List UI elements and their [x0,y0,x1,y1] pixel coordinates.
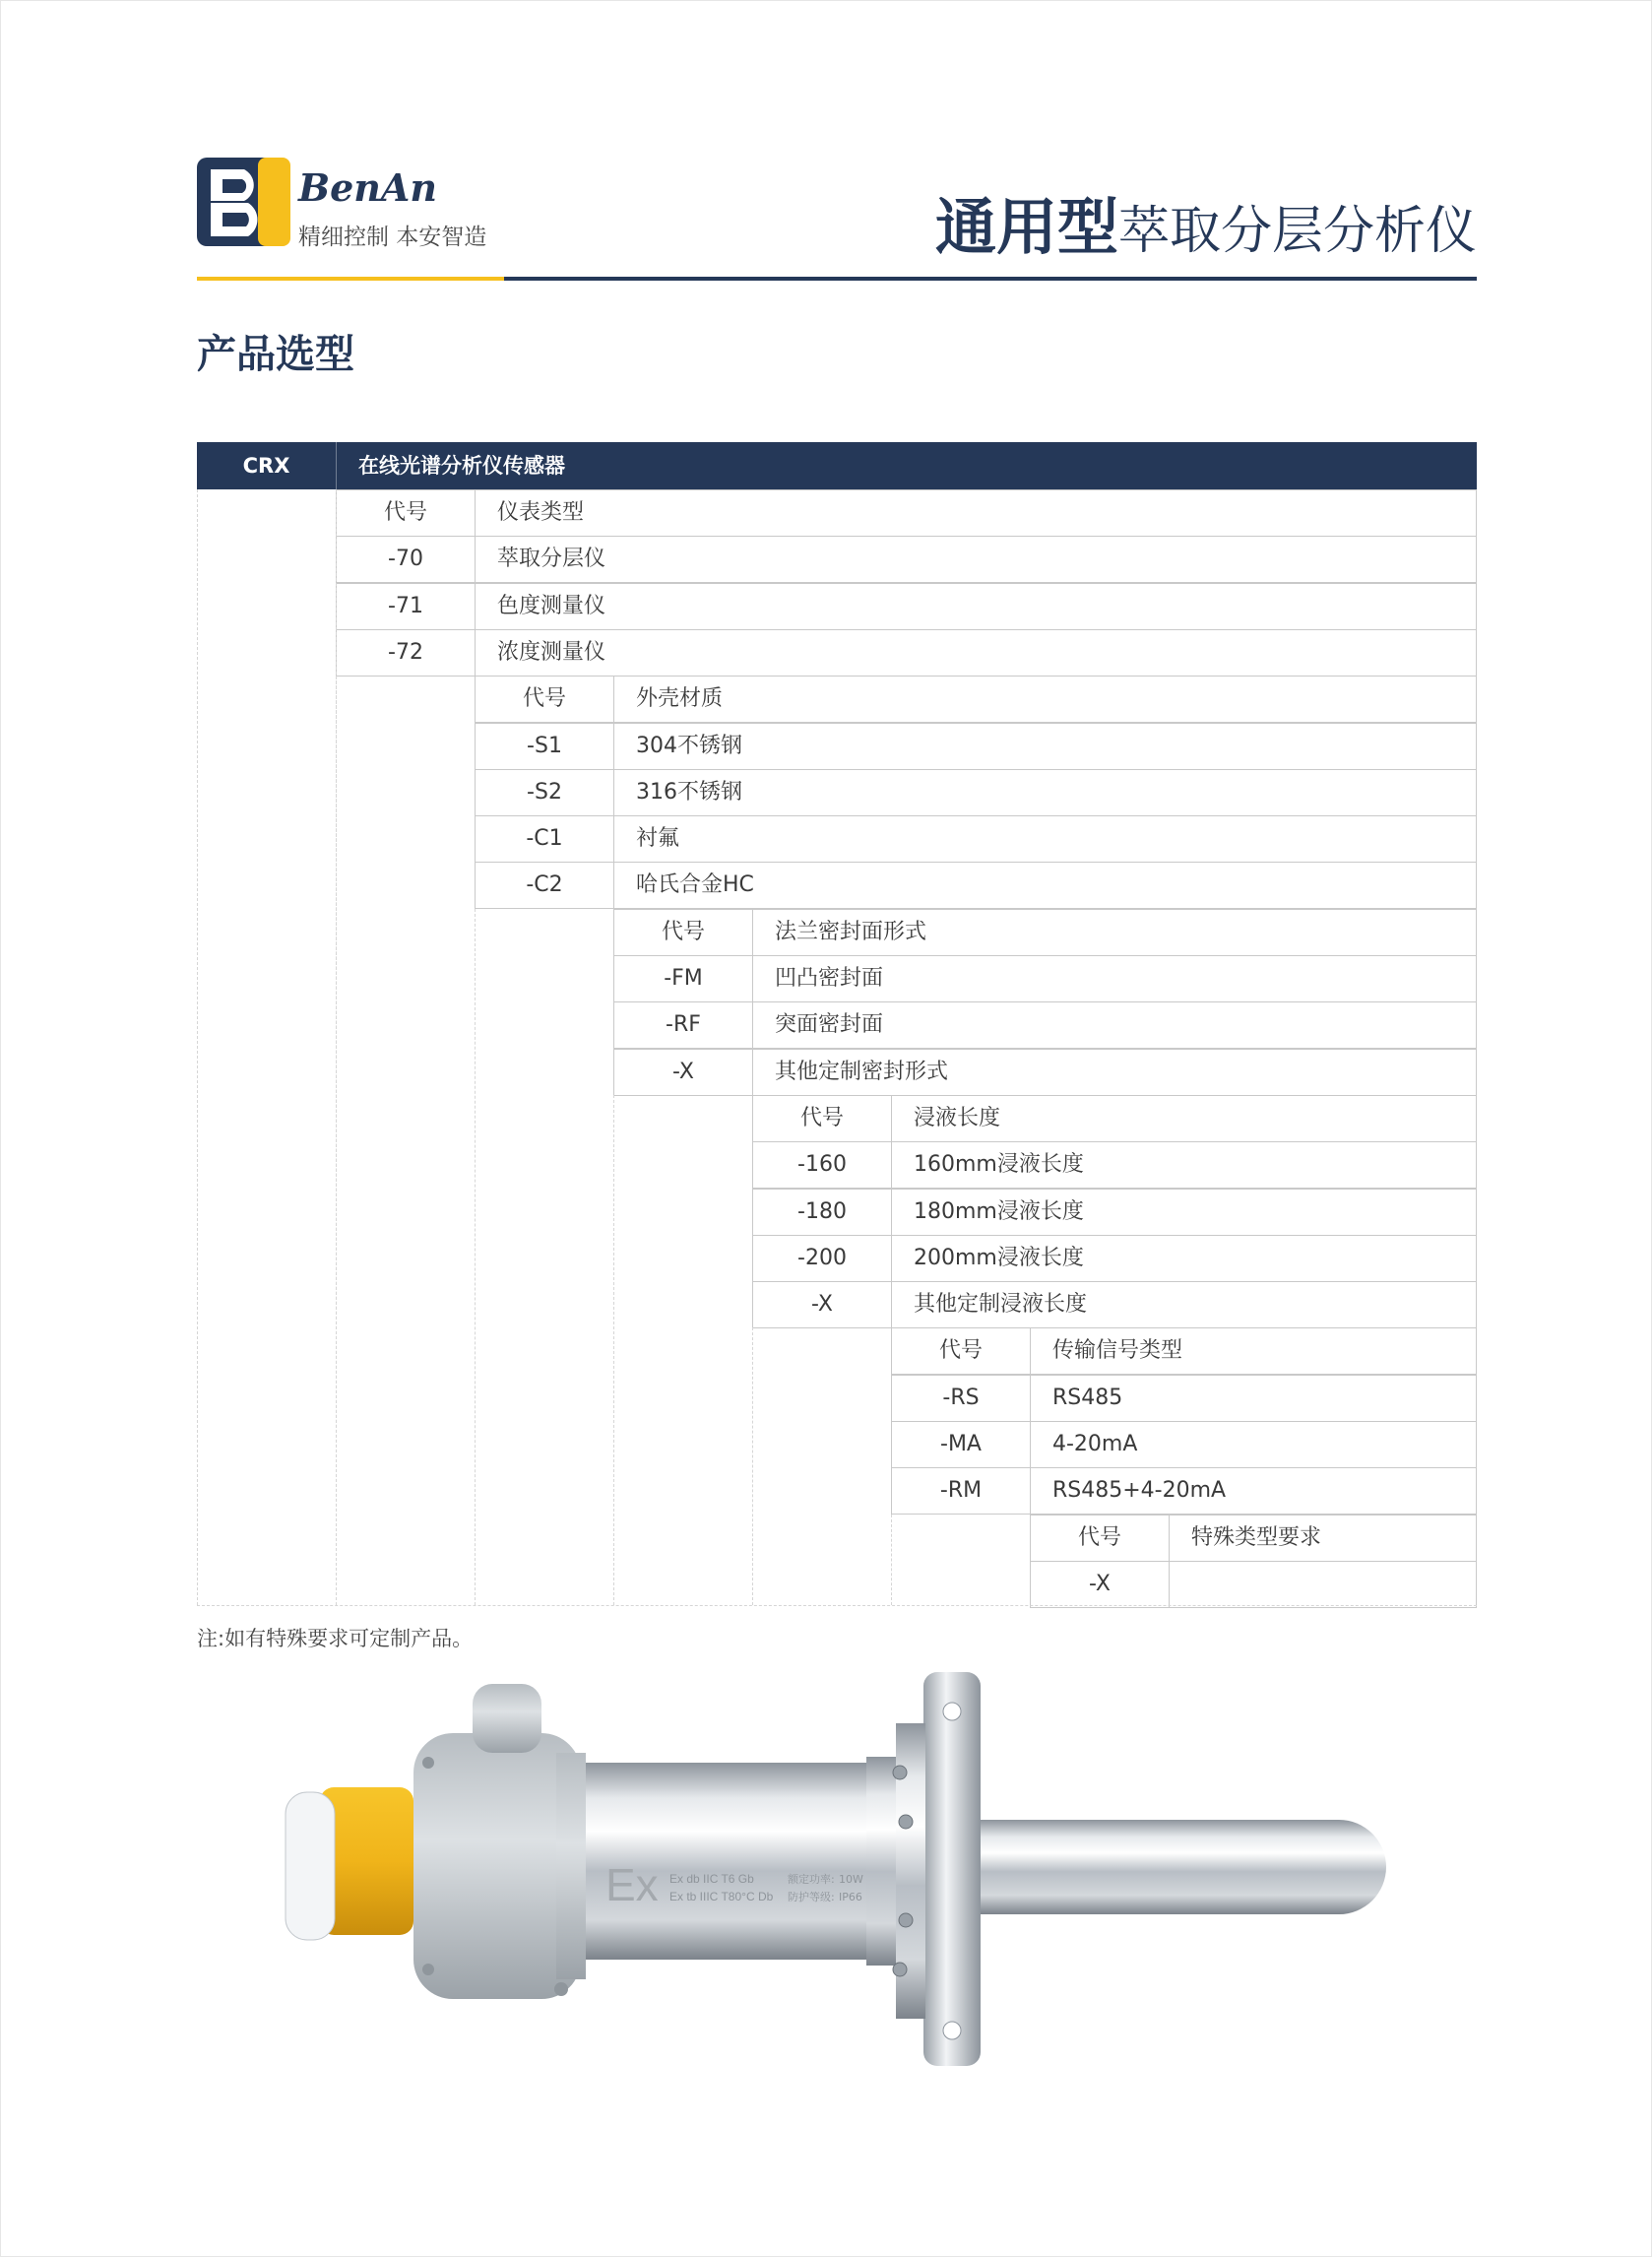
option-code: -RF [613,1001,753,1049]
group-header-code: 代号 [336,489,476,537]
option-code: -200 [752,1235,892,1282]
header-rule [504,277,1477,281]
option-code: -72 [336,629,476,677]
option-description: 色度测量仪 [475,583,1477,630]
table-header-description: 在线光谱分析仪传感器 [358,454,565,478]
group-header-label: 仪表类型 [475,489,1477,537]
flange [923,1672,981,2066]
group-header-label: 法兰密封面形式 [752,909,1477,956]
ex-marking: Ex [605,1859,659,1910]
section-title: 产品选型 [197,332,354,377]
option-description: 衬氟 [613,815,1477,863]
option-description: 316不锈钢 [613,769,1477,816]
option-code: -70 [336,536,476,583]
benan-logo-icon [197,158,290,246]
group-header-code: 代号 [475,676,614,723]
group-header-label: 外壳材质 [613,676,1477,723]
option-description: 浓度测量仪 [475,629,1477,677]
option-code: -S1 [475,723,614,770]
option-description: 哈氏合金HC [613,862,1477,909]
probe-tube [975,1820,1339,1914]
ex-marking-line1: Ex db IIC T6 Gb [669,1872,754,1886]
option-code: -RM [891,1467,1031,1515]
option-code: -X [1030,1561,1170,1608]
group-header-label: 传输信号类型 [1030,1327,1477,1375]
option-code: -71 [336,583,476,630]
option-code: -X [613,1049,753,1096]
header-rule-accent [197,277,504,281]
indicator-lens [286,1792,335,1940]
group-header-code: 代号 [1030,1515,1170,1562]
option-description: 凹凸密封面 [752,955,1477,1002]
option-description: RS485+4-20mA [1030,1467,1477,1515]
option-description: 萃取分层仪 [475,536,1477,583]
option-code: -C1 [475,815,614,863]
option-description: 其他定制浸液长度 [891,1281,1477,1328]
ip-value: IP66 [839,1891,862,1903]
probe-tip [1339,1820,1386,1914]
title-strong: 通用型 [934,191,1118,263]
brand-name: BenAn [298,165,438,210]
group-header-code: 代号 [752,1095,892,1142]
option-description: 180mm浸液长度 [891,1189,1477,1236]
group-header-code: 代号 [613,909,753,956]
option-code: -X [752,1281,892,1328]
table-header-code: CRX [242,454,290,478]
power-value: 10W [839,1873,863,1886]
footnote: 注:如有特殊要求可定制产品。 [197,1627,474,1650]
option-code: -180 [752,1189,892,1236]
brand-slogan: 精细控制 本安智造 [298,225,487,250]
group-header-label: 浸液长度 [891,1095,1477,1142]
power-label: 额定功率: [788,1873,835,1886]
document-title [934,191,1477,263]
option-code: -MA [891,1421,1031,1468]
option-code: -160 [752,1141,892,1189]
ip-label: 防护等级: [788,1891,835,1903]
option-code: -S2 [475,769,614,816]
title-rest: 萃取分层分析仪 [1117,202,1477,261]
option-code: -RS [891,1375,1031,1422]
option-description: 160mm浸液长度 [891,1141,1477,1189]
option-description: 其他定制密封形式 [752,1049,1477,1096]
option-code: -FM [613,955,753,1002]
product-photo [266,1664,1408,2078]
option-description: RS485 [1030,1375,1477,1422]
ex-marking-line2: Ex tb IIIC T80°C Db [669,1890,774,1903]
group-header-label: 特殊类型要求 [1169,1515,1477,1562]
option-code: -C2 [475,862,614,909]
table-header-row [197,442,1477,489]
option-description: 200mm浸液长度 [891,1235,1477,1282]
option-description: 突面密封面 [752,1001,1477,1049]
option-description: 304不锈钢 [613,723,1477,770]
group-header-code: 代号 [891,1327,1031,1375]
table-header-divider [336,442,337,489]
junction-housing [413,1733,581,1999]
option-description [1169,1561,1477,1608]
option-description: 4-20mA [1030,1421,1477,1468]
